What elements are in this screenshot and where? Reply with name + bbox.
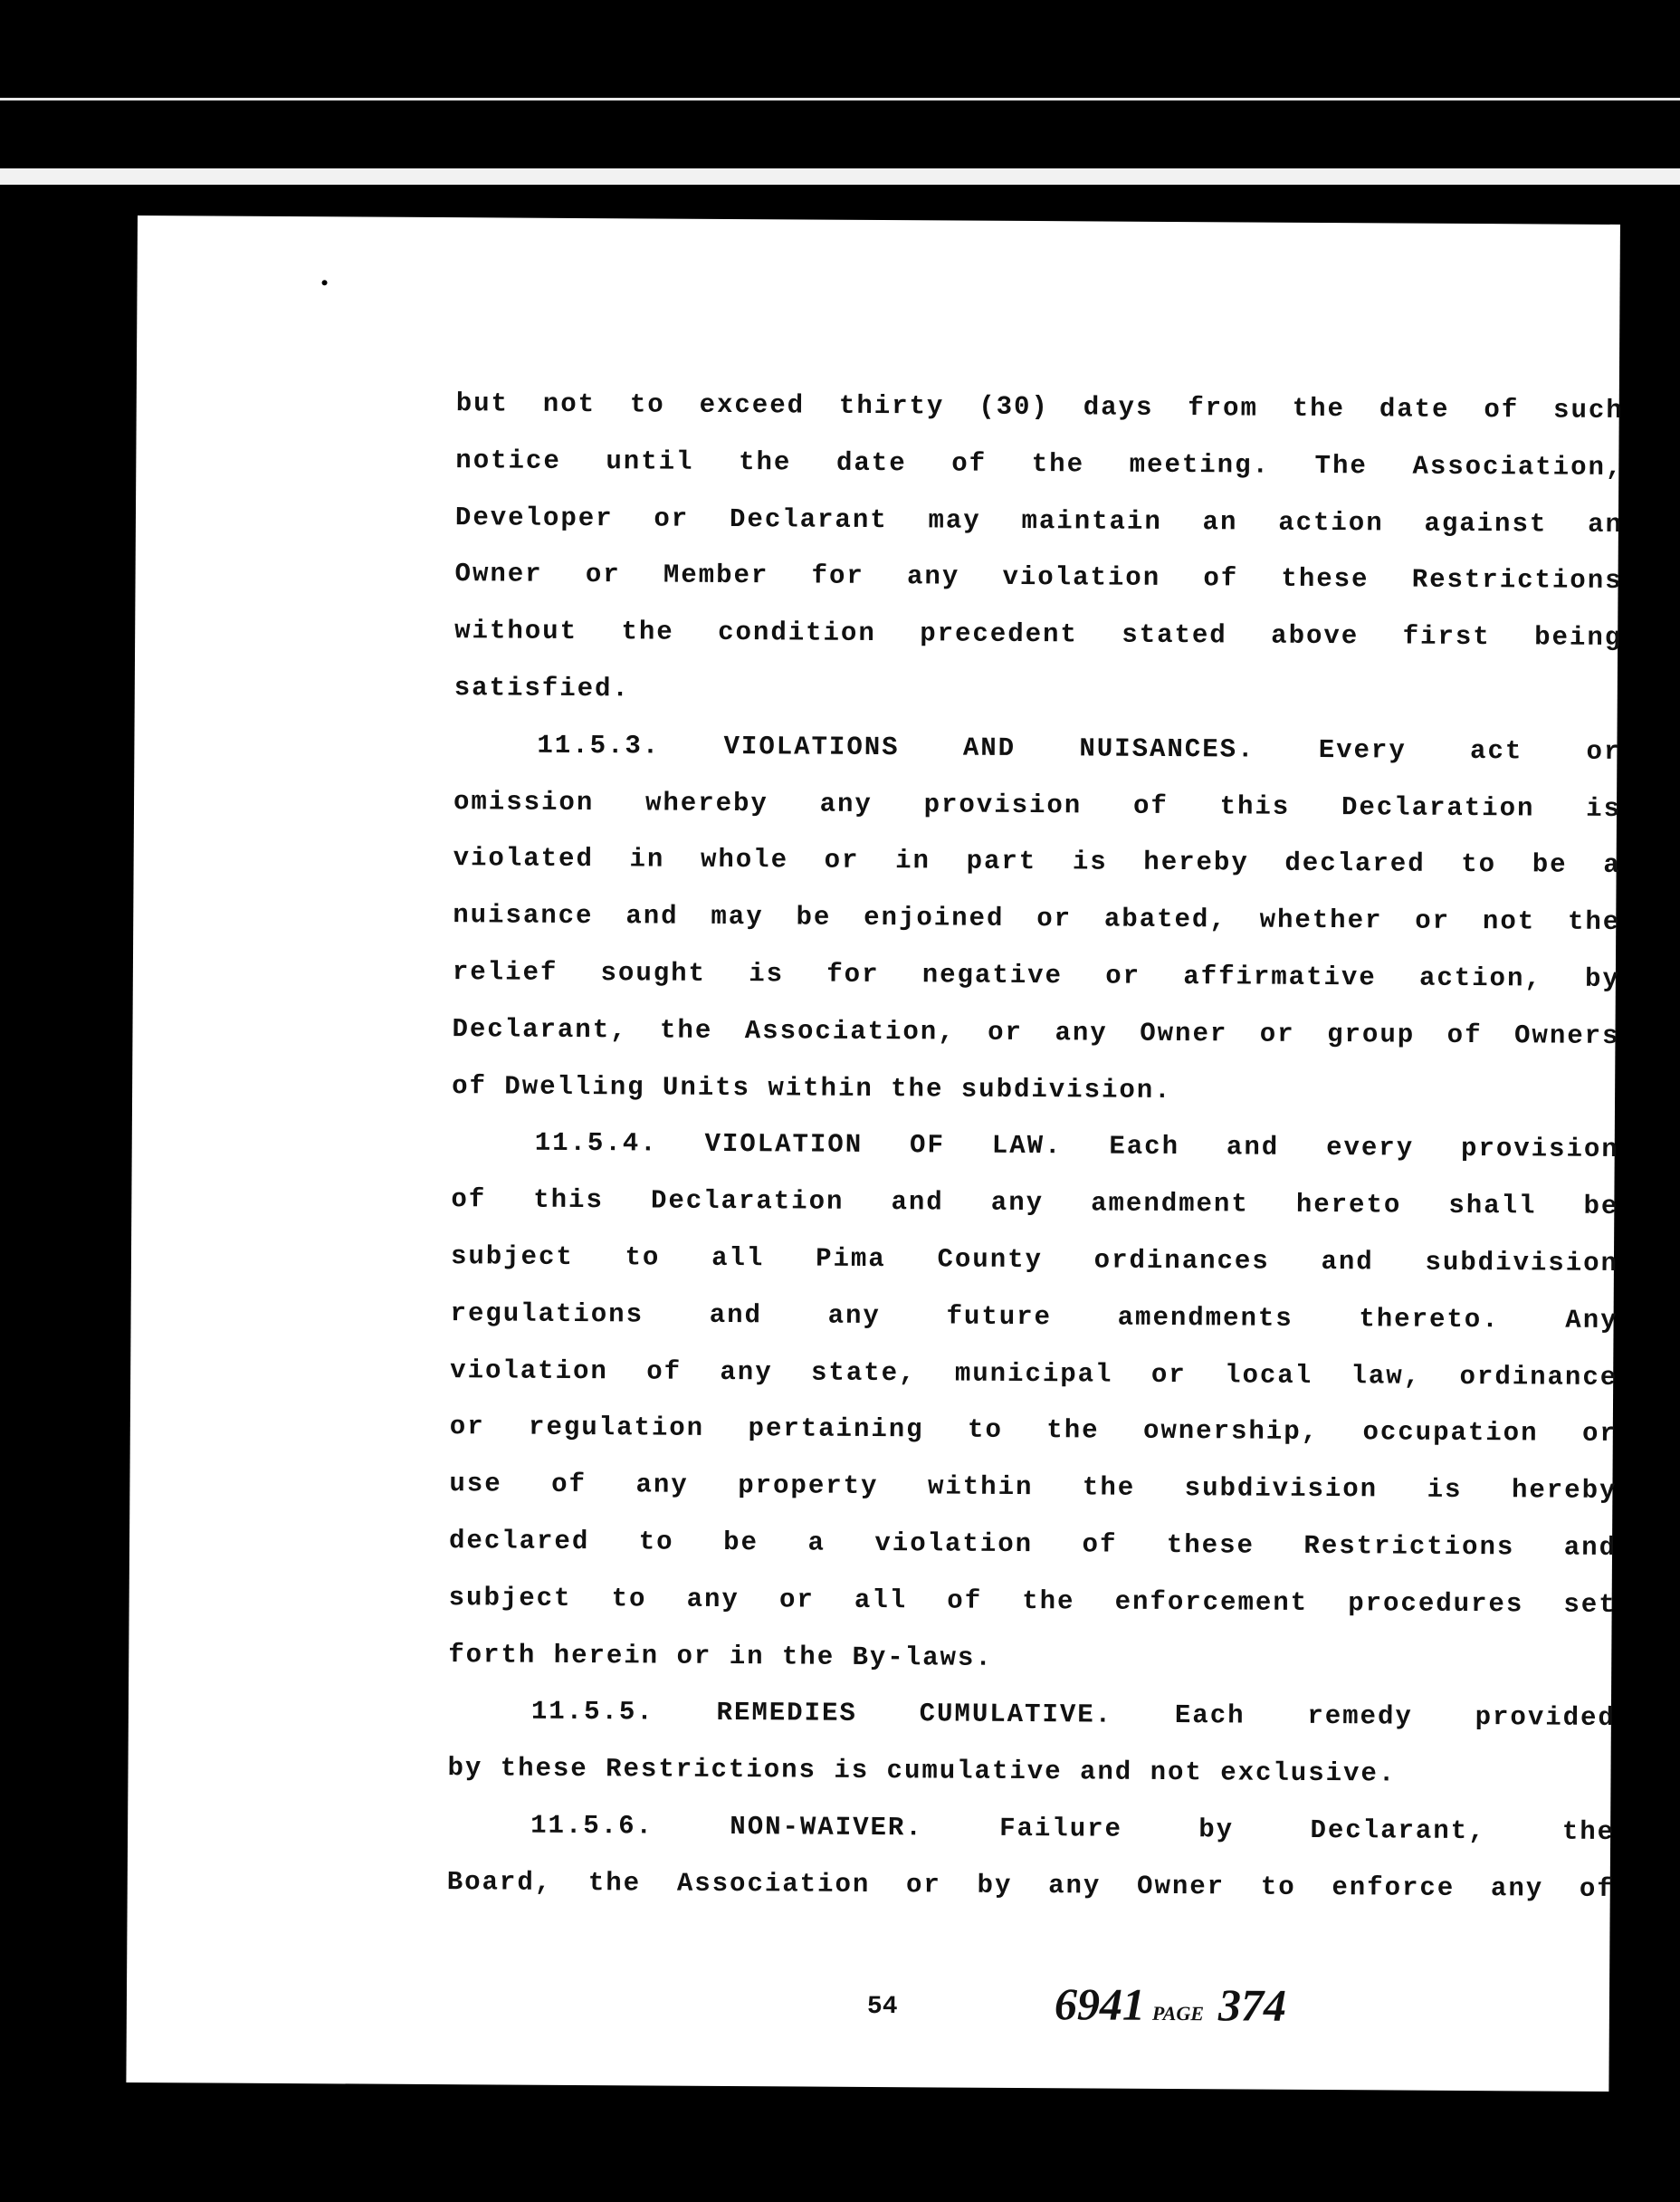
text-line: Developer or Declarant may maintain an action against an	[454, 502, 1624, 540]
page-label: PAGE	[1151, 2001, 1205, 2025]
text-line: forth herein or in the By-laws.	[448, 1639, 993, 1673]
recording-page-number: 374	[1217, 1979, 1287, 2031]
text-line: relief sought is for negative or affirmative action, by	[452, 957, 1620, 994]
text-line: by these Restrictions is cumulative and not exclusive.	[447, 1753, 1397, 1789]
text-line: use of any property within the subdivision is hereby	[449, 1469, 1618, 1507]
text-line: subject to any or all of the enforcement procedures set	[448, 1582, 1617, 1620]
text-line: 11.5.6. NON-WAIVER. Failure by Declarant, the	[530, 1810, 1616, 1847]
text-line: violated in whole or in part is hereby declared to be a	[453, 843, 1621, 881]
text-line: nuisance and may be enjoined or abated, whether or not the	[453, 900, 1621, 938]
document-page	[126, 215, 1624, 2092]
text-line: or regulation pertaining to the ownership, occupation or	[449, 1412, 1618, 1450]
body-text	[447, 376, 1624, 1918]
text-line: declared to be a violation of these Restrictions and	[448, 1526, 1618, 1563]
text-line: 11.5.5. REMEDIES CUMULATIVE. Each remedy provided	[530, 1697, 1616, 1734]
text-line: Owner or Member for any violation of these Restrictions	[454, 559, 1623, 597]
page-number: 54	[866, 1992, 898, 2022]
text-line: but not to exceed thirty (30) days from the date of such	[455, 388, 1624, 426]
scan-border-strip	[0, 168, 1680, 185]
text-line: 11.5.3. VIOLATIONS AND NUISANCES. Every act or	[537, 730, 1622, 767]
text-line: 11.5.4. VIOLATION OF LAW. Each and every provision	[534, 1128, 1619, 1165]
text-line: without the condition precedent stated above first being	[454, 616, 1623, 654]
text-line: violation of any state, municipal or local law, ordinance	[450, 1355, 1618, 1393]
text-line: subject to all Pima County ordinances and subdivision	[450, 1241, 1619, 1278]
text-line: of Dwelling Units within the subdivision.	[452, 1070, 1172, 1106]
text-line: omission whereby any provision of this Declaration is	[453, 786, 1622, 824]
text-line: regulations and any future amendments thereto. Any	[450, 1297, 1618, 1336]
text-line: Declarant, the Association, or any Owner or group of Owners	[452, 1013, 1620, 1051]
scan-speck	[322, 280, 328, 285]
book-number: 6941	[1054, 1978, 1146, 2030]
recording-reference	[1055, 1977, 1286, 2032]
text-line: notice until the date of the meeting. The Association,	[455, 445, 1624, 483]
scan-border-line	[0, 98, 1680, 101]
text-line: Board, the Association or by any Owner to enforce any of	[446, 1866, 1615, 1904]
text-line: satisfied.	[453, 673, 630, 704]
text-line: of this Declaration and any amendment hereto shall be	[451, 1184, 1619, 1222]
